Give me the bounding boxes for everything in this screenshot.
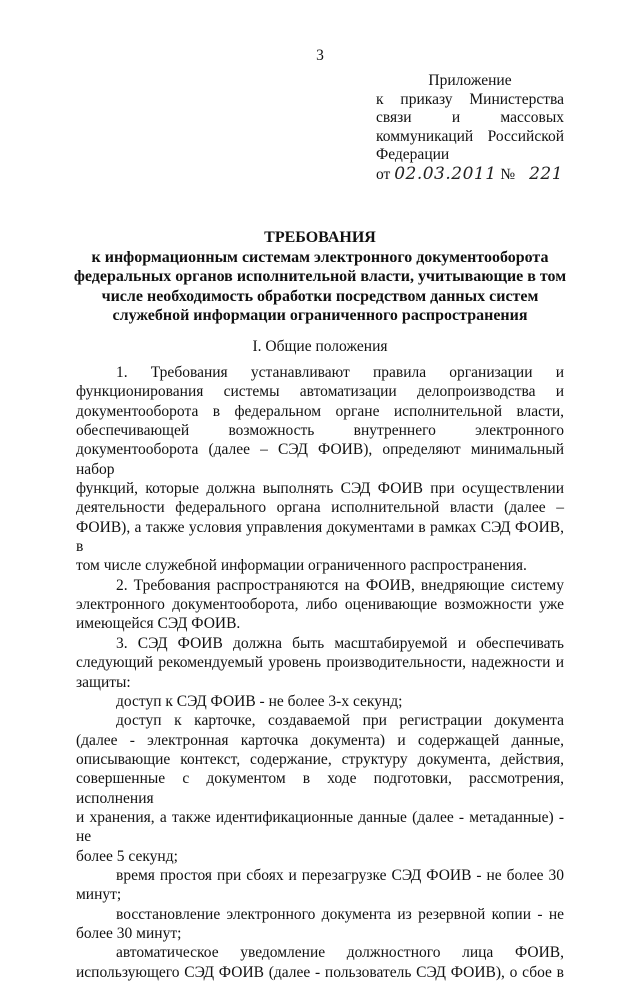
annex-line-2: к приказу Министерства (376, 90, 564, 108)
section-heading: I. Общие положения (252, 338, 388, 355)
text-line: описывающие контекст, содержание, структуру документа, действия, (76, 750, 564, 768)
number-prefix: № (500, 165, 516, 183)
text-line: следующий рекомендуемый уровень производительности, надежности и (76, 654, 564, 672)
title-line-2: федеральных органов исполнительной власти, учитывающие в том (73, 268, 567, 286)
text-line: имеющейся СЭД ФОИВ. (76, 615, 241, 633)
text-line: документооборота в федеральном органе исполнительной власти, (76, 402, 564, 420)
text-line: и хранения, а также идентификационные данные (далее - метаданные) - не (76, 808, 564, 846)
annex-line-5: Федерации (376, 146, 450, 164)
text-line: более 5 секунд; (76, 847, 178, 865)
text-line: восстановление электронного документа из резервной копии - не (116, 905, 564, 923)
text-line: функций, которые должна выполнять СЭД ФОИВ при осуществлении (76, 480, 564, 498)
title-line-3: числе необходимость обработки посредством данных систем (101, 287, 539, 305)
handwritten-number: 221 (529, 163, 564, 184)
text-line: документооборота (далее – СЭД ФОИВ), определяют минимальный набор (76, 441, 564, 478)
text-line: автоматическое уведомление должностного лица ФОИВ, (116, 944, 564, 962)
text-line: ФОИВ), а также условия управления документами в рамках СЭД ФОИВ, в (76, 518, 564, 556)
title-line-1: к информационным системам электронного документооборота (91, 248, 549, 266)
text-line: время простоя при сбоях и перезагрузке СЭД ФОИВ - не более 30 (116, 866, 564, 884)
text-line: доступ к СЭД ФОИВ - не более 3-х секунд; (116, 692, 403, 710)
text-line: электронного документооборота, либо оценивающие возможности уже (76, 596, 564, 614)
text-line: доступ к карточке, создаваемой при регистрации документа (116, 712, 564, 730)
text-line: защиты: (76, 673, 131, 691)
annex-line-3: связи и массовых (376, 109, 564, 127)
title-line-4: служебной информации ограниченного распространения (112, 307, 528, 325)
text-line: обеспечивающей возможность внутреннего электронного (76, 422, 564, 440)
text-line: деятельности федерального органа исполнительной власти (далее – (76, 499, 564, 517)
text-line: использующего СЭД ФОИВ (далее - пользователь СЭД ФОИВ), о сбое в (76, 963, 564, 981)
annex-date-line (376, 165, 564, 185)
annex-line-4: коммуникаций Российской (376, 127, 564, 145)
annex-line-1: Приложение (428, 72, 512, 89)
page-number: 3 (316, 47, 324, 64)
document-body (76, 363, 564, 982)
text-line: том числе служебной информации ограниченного распространения. (76, 557, 527, 575)
text-line: 2. Требования распространяются на ФОИВ, внедряющие систему (116, 576, 564, 594)
annex-block (376, 72, 564, 185)
title-heading: ТРЕБОВАНИЯ (264, 229, 376, 246)
document-title (0, 228, 640, 326)
handwritten-date: 02.03.2011 (394, 163, 497, 184)
text-line: функционирования системы автоматизации делопроизводства и (76, 383, 564, 401)
text-line: совершенные с документом в ходе подготовки, рассмотрения, исполнения (76, 770, 564, 807)
text-line: (далее - электронная карточка документа) и содержащей данные, (76, 731, 564, 749)
date-prefix: от (376, 165, 391, 183)
text-line: минут; (76, 886, 122, 904)
text-line: 1. Требования устанавливают правила организации и (116, 364, 564, 381)
text-line: 3. СЭД ФОИВ должна быть масштабируемой и обеспечивать (116, 634, 564, 652)
text-line: более 30 минут; (76, 924, 182, 942)
